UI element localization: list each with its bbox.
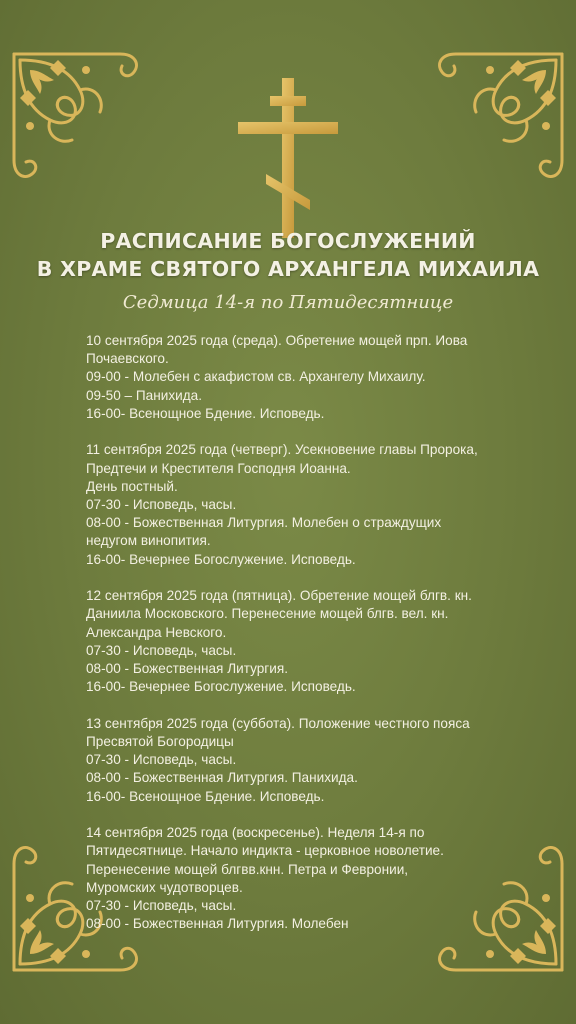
schedule-line: День постный. — [86, 478, 178, 494]
schedule-day — [86, 587, 526, 696]
schedule-line: 09-50 – Панихида. — [86, 387, 202, 403]
schedule-line: Перенесение мощей блгвв.кнн. Петра и Февронии, — [86, 861, 409, 877]
orthodox-cross-icon — [236, 78, 340, 238]
page-title-line-2: В ХРАМЕ СВЯТОГО АРХАНГЕЛА МИХАИЛА — [36, 257, 540, 281]
schedule-line: Муромских чудотворцев. — [86, 879, 243, 895]
schedule-line: Даниила Московского. Перенесение мощей блгв. вел. кн. — [86, 606, 449, 622]
schedule-line: 16-00- Всенощное Бдение. Исповедь. — [86, 405, 325, 421]
schedule-line: Почаевского. — [86, 351, 169, 367]
day-heading: 14 сентября 2025 года (воскресенье). Неделя 14-я по — [86, 825, 425, 841]
schedule-line: Александра Невского. — [86, 624, 227, 640]
day-heading: 11 сентября 2025 года (четверг). Усекновение главы Пророка, — [86, 442, 478, 458]
schedule-line: Пресвятой Богородицы — [86, 734, 234, 750]
schedule-line: 07-30 - Исповедь, часы. — [86, 497, 237, 513]
schedule-line: 16-00- Вечернее Богослужение. Исповедь. — [86, 551, 356, 567]
schedule-line: 08-00 - Божественная Литургия. Панихида. — [86, 770, 358, 786]
schedule-line: 08-00 - Божественная Литургия. — [86, 661, 288, 677]
schedule-day — [86, 715, 526, 806]
page-title-line-1: РАСПИСАНИЕ БОГОСЛУЖЕНИЙ — [100, 229, 476, 253]
schedule-list — [86, 332, 526, 952]
schedule-line: 16-00- Всенощное Бдение. Исповедь. — [86, 788, 325, 804]
schedule-line: 07-30 - Исповедь, часы. — [86, 752, 237, 768]
schedule-line: 07-30 - Исповедь, часы. — [86, 898, 237, 914]
schedule-line: 07-30 - Исповедь, часы. — [86, 642, 237, 658]
schedule-line: 16-00- Вечернее Богослужение. Исповедь. — [86, 679, 356, 695]
schedule-line: 08-00 - Божественная Литургия. Молебен — [86, 916, 349, 932]
schedule-line: недугом винопития. — [86, 533, 211, 549]
schedule-line: 08-00 - Божественная Литургия. Молебен о страждущих — [86, 515, 442, 531]
schedule-line: Предтечи и Крестителя Господня Иоанна. — [86, 460, 351, 476]
corner-ornament-top-right — [406, 40, 576, 210]
day-heading: 10 сентября 2025 года (среда). Обретение мощей прп. Иова — [86, 333, 468, 348]
schedule-line: Пятидесятнице. Начало индикта - церковное новолетие. — [86, 843, 444, 859]
schedule-day — [86, 824, 526, 933]
page-subtitle: Седмица 14-я по Пятидесятнице — [122, 292, 454, 313]
schedule-day — [86, 332, 526, 423]
schedule-day — [86, 441, 526, 568]
schedule-line: 09-00 - Молебен с акафистом св. Архангелу Михаилу. — [86, 369, 426, 385]
corner-ornament-top-left — [0, 40, 170, 210]
day-heading: 13 сентября 2025 года (суббота). Положение честного пояса — [86, 715, 470, 731]
day-heading: 12 сентября 2025 года (пятница). Обретение мощей блгв. кн. — [86, 588, 472, 604]
